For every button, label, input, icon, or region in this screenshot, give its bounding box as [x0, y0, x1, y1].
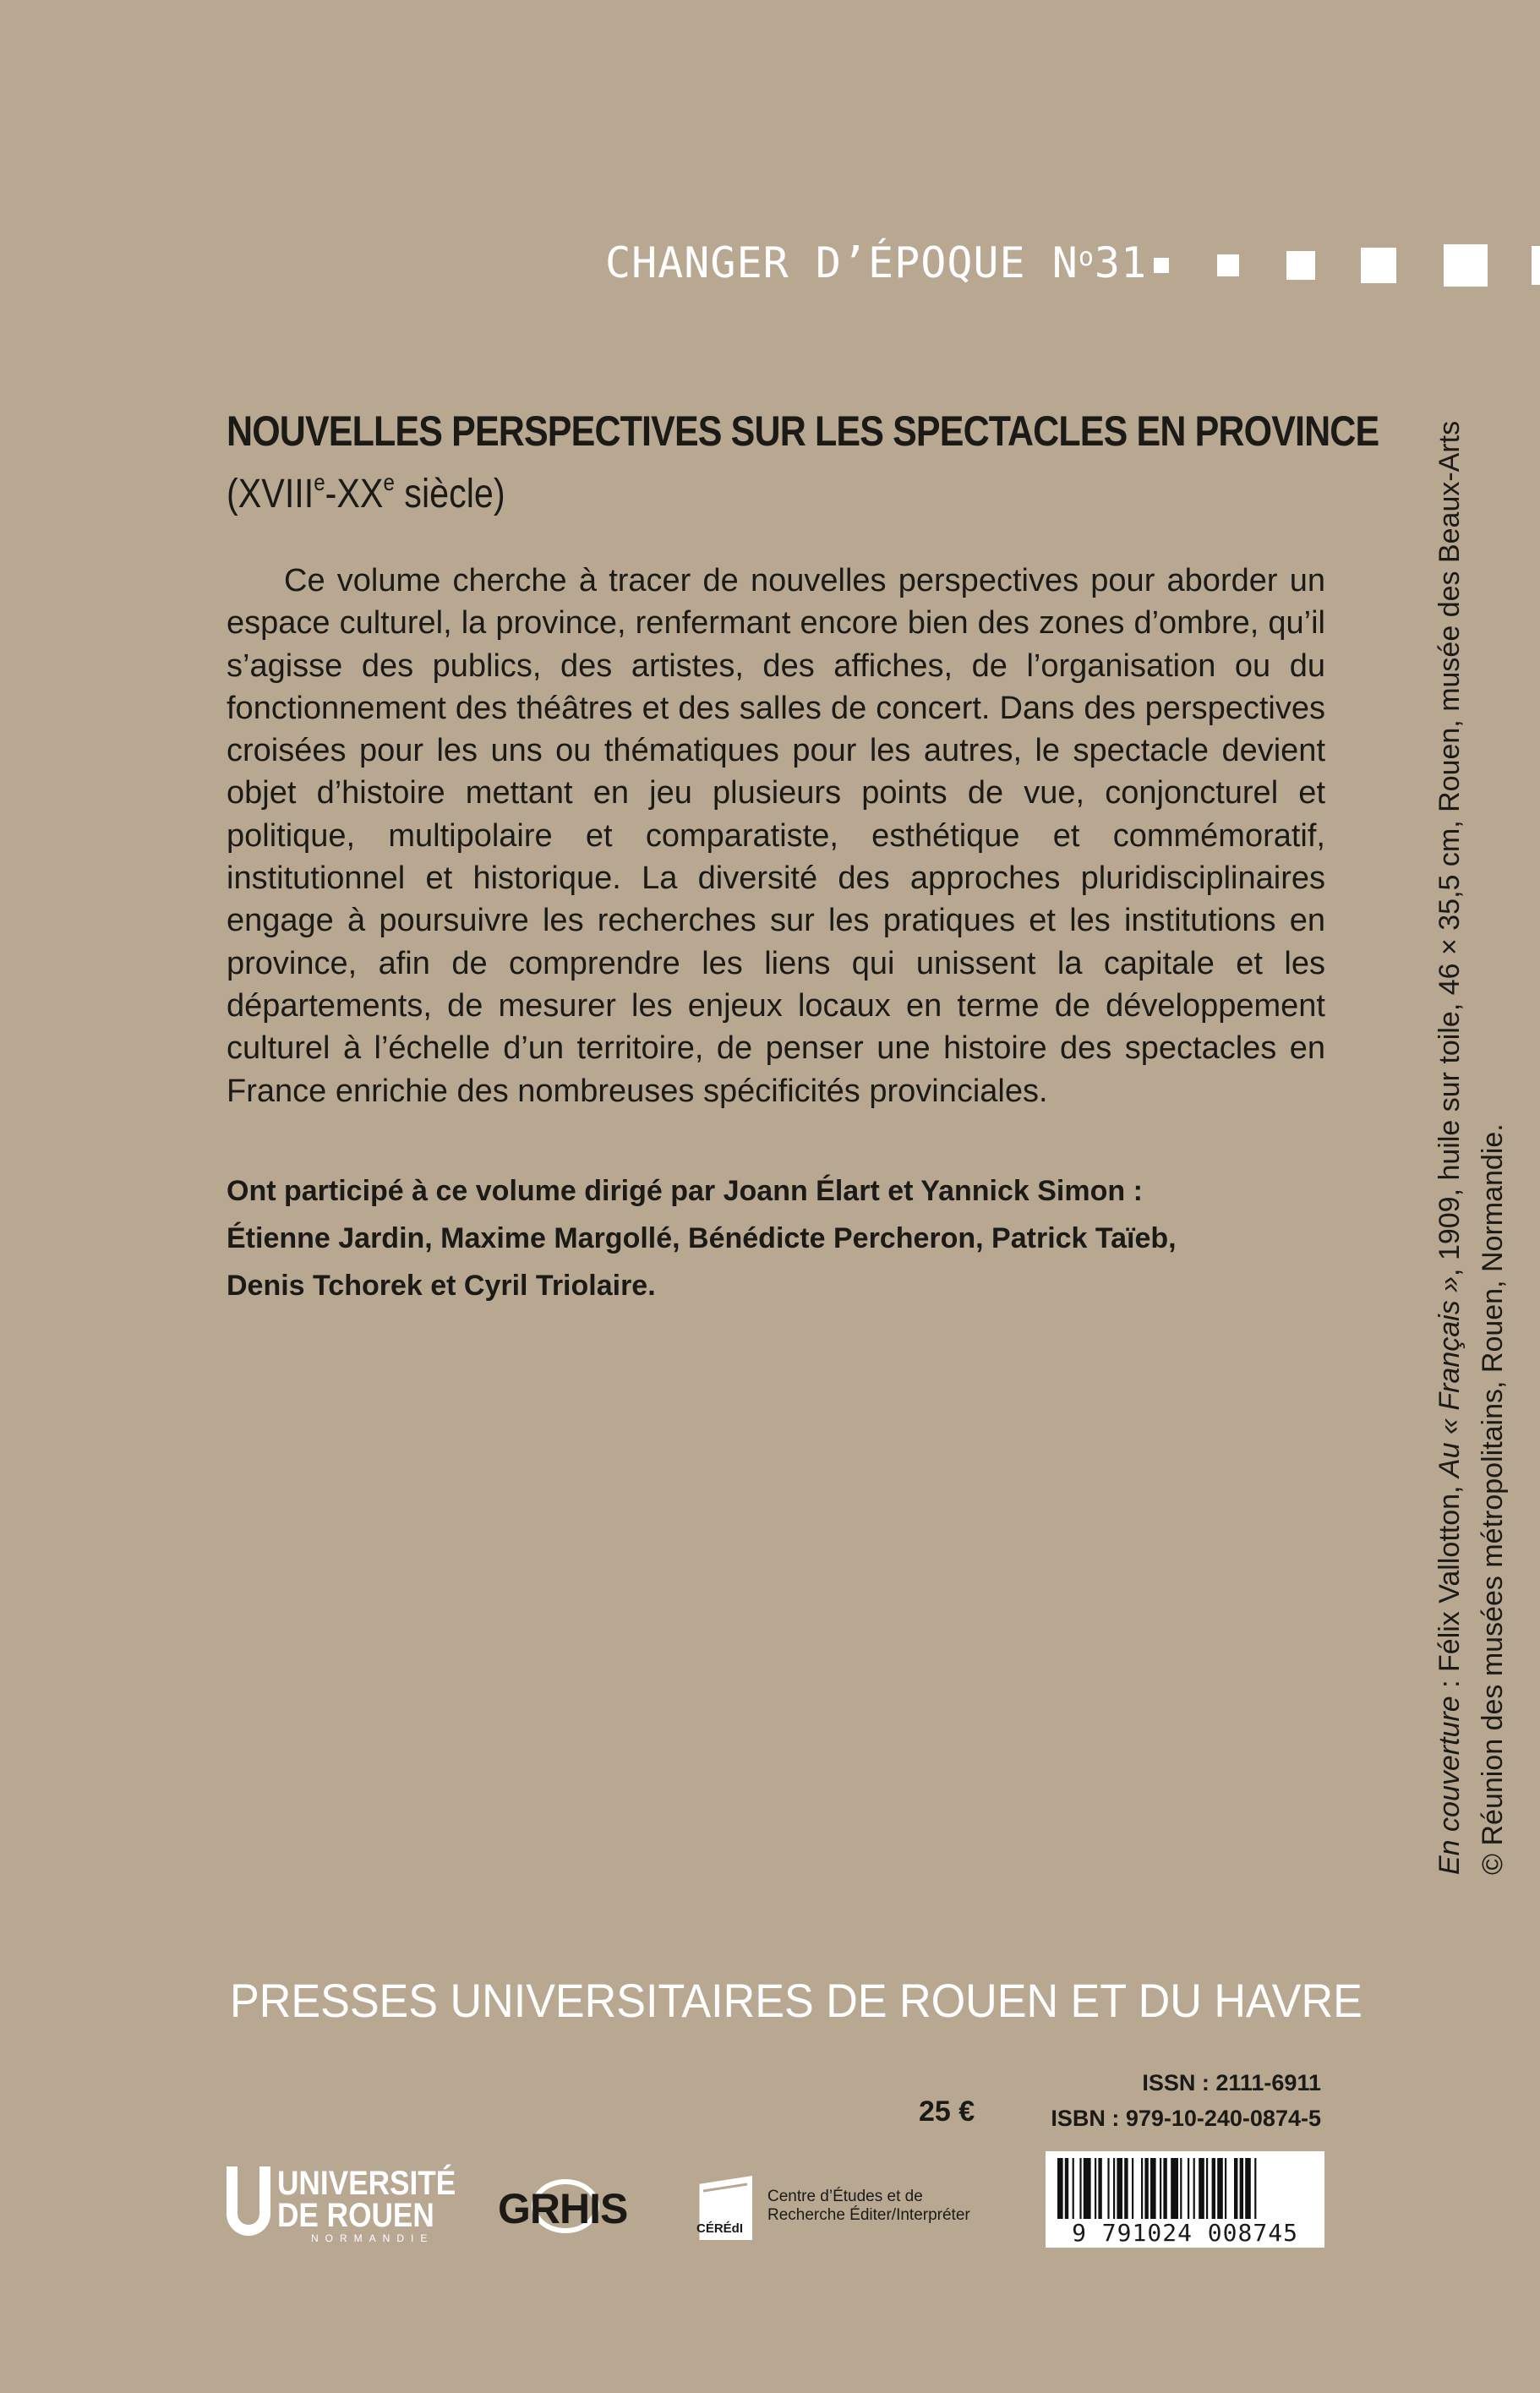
- grhis-logo: GRHIS: [494, 2179, 647, 2238]
- barcode-bar: [1193, 2158, 1195, 2219]
- barcode-bar: [1240, 2158, 1243, 2219]
- barcode-bar: [1057, 2158, 1063, 2219]
- price: 25 €: [919, 2095, 975, 2128]
- barcode-bar: [1163, 2158, 1166, 2219]
- book-title: NOUVELLES PERSPECTIVES SUR LES SPECTACLES EN PROVINCE: [227, 407, 1379, 455]
- barcode-bar: [1132, 2158, 1133, 2219]
- barcode-bar: [1065, 2158, 1068, 2219]
- barcode-bar: [1199, 2158, 1204, 2219]
- barcode-bar: [1150, 2158, 1156, 2219]
- barcode-bar: [1079, 2158, 1081, 2219]
- barcode-bar: [1124, 2158, 1128, 2219]
- universite-rouen-logo: UNIVERSITÉ DE ROUEN NORMANDIE: [227, 2165, 455, 2243]
- barcode-bar: [1144, 2158, 1148, 2219]
- series-square-4: [1361, 248, 1396, 283]
- contributors-line-1: Étienne Jardin, Maxime Margollé, Bénédicte Percheron, Patrick Taïeb,: [227, 1222, 1177, 1254]
- cover-credit: [1428, 387, 1515, 1875]
- barcode-bar: [1073, 2158, 1074, 2219]
- barcode-bar: [1212, 2158, 1215, 2219]
- isbn: ISBN : 979-10-240-0874-5: [1051, 2106, 1321, 2131]
- barcode: [1046, 2151, 1324, 2248]
- barcode-bar: [1107, 2158, 1109, 2219]
- barcode-bar: [1113, 2158, 1115, 2219]
- series-square-2: [1217, 254, 1239, 276]
- cover-credit-line-1: En couverture : Félix Vallotton, Au « Français », 1909, huile sur toile, 46 × 35,5 cm, Rouen, musée des Beaux-Arts: [1434, 420, 1466, 1875]
- issn: ISSN : 2111-6911: [1142, 2070, 1321, 2095]
- summary-paragraph: Ce volume cherche à tracer de nouvelles perspectives pour aborder un espace culturel, la province, renfermant encore bien des zones d’ombre, qu’il s’agisse des publics, des artistes, des affiches, de l’organisation ou du fonctionnement des théâtres et des salles de concert. Dans des perspectives croisées pour les uns ou thématiques pour les autres, le spectacle devient objet d’histoire mettant en jeu plusieurs points de vue, conjoncturel et politique, multipolaire et comparatiste, esthétique et commémoratif, institutionnel et historique. La diversité des approches pluridisciplinaires engage à poursuivre les recherches sur les pratiques et les institutions en province, afin de comprendre les liens qui unissent la capitale et les départements, de mesurer les enjeux locaux en terme de développement culturel à l’échelle d’un territoire, de penser une histoire des spectacles en France enrichie des nombreuses spécificités provinciales.: [227, 563, 1325, 1109]
- barcode-bar: [1254, 2158, 1256, 2219]
- series-square-5: [1444, 244, 1488, 287]
- barcode-bar: [1217, 2158, 1223, 2219]
- barcode-bar: [1117, 2158, 1122, 2219]
- series-label: CHANGER D’ÉPOQUE $N^o31$: [605, 238, 1148, 287]
- barcode-bar: [1245, 2158, 1251, 2219]
- barcode-bar: [1188, 2158, 1189, 2219]
- series-square-1: [1154, 258, 1169, 273]
- publisher-name: PRESSES UNIVERSITAIRES DE ROUEN ET DU HAVRE: [230, 1974, 1363, 2027]
- barcode-bar: [1171, 2158, 1178, 2219]
- cover-credit-line-2: © Réunion des musées métropolitains, Rouen, Normandie.: [1477, 1123, 1509, 1875]
- contributors-line-2: Denis Tchorek et Cyril Triolaire.: [227, 1270, 656, 1302]
- series-square-3: [1286, 251, 1315, 280]
- barcode-bar: [1095, 2158, 1096, 2219]
- barcode-bar: [1098, 2158, 1101, 2219]
- book-subtitle: (XVIIIe-XXe siècle): [227, 469, 505, 516]
- barcode-bar: [1141, 2158, 1143, 2219]
- universite-rouen-u-mark: [227, 2166, 270, 2236]
- barcode-bar: [1160, 2158, 1161, 2219]
- barcode-bar: [1206, 2158, 1208, 2219]
- series-square-6: [1532, 246, 1540, 285]
- contributors: [227, 1167, 1325, 1309]
- contributors-intro: Ont participé à ce volume dirigé par Joann Élart et Yannick Simon :: [227, 1175, 1143, 1207]
- barcode-bar: [1180, 2158, 1182, 2219]
- barcode-bar: [1225, 2158, 1226, 2219]
- ceredi-logo: CÉRÉdI Centre d’Études et de Recherche Éditer/Interpréter: [691, 2169, 996, 2245]
- barcode-digits: 9 791024 008745: [1046, 2219, 1324, 2248]
- barcode-bar: [1084, 2158, 1091, 2219]
- barcode-bar: [1234, 2158, 1237, 2219]
